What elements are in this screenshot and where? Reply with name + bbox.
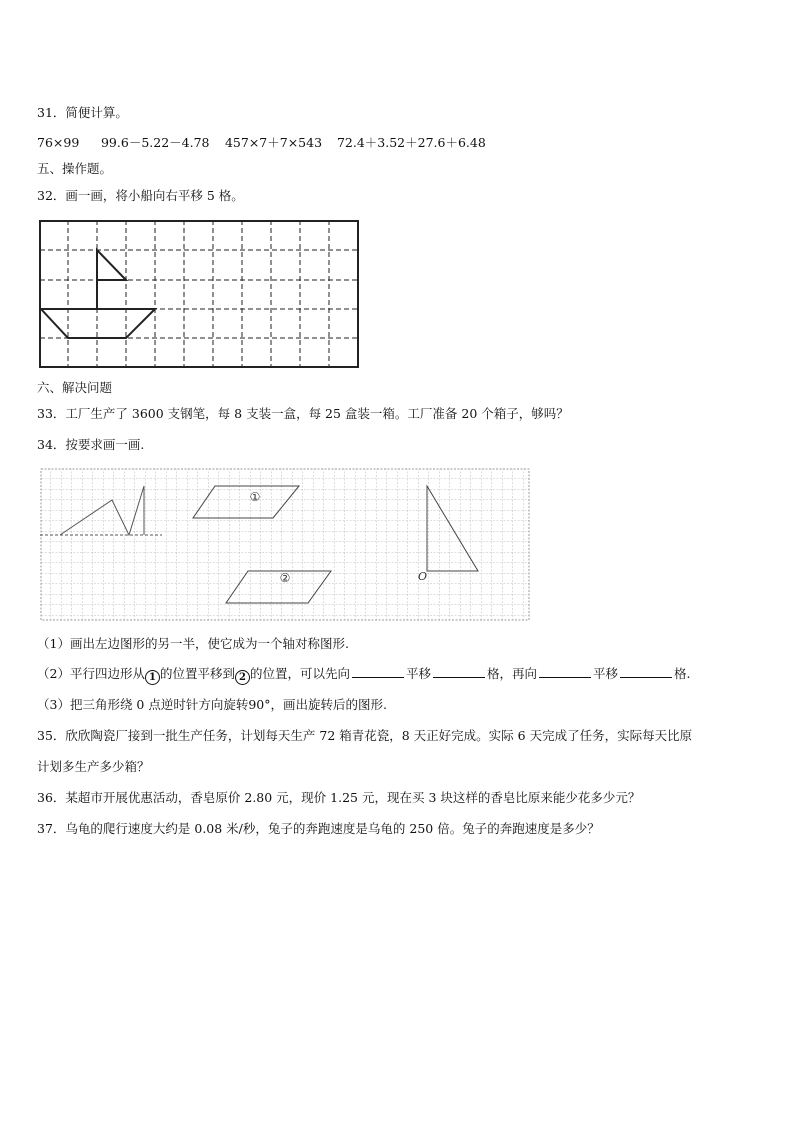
boat-hull (41, 309, 155, 338)
boat-grid-border (40, 221, 358, 367)
sub2-text-e: 格，再向 (487, 666, 538, 681)
sub2-text-b: 的位置平移到 (159, 666, 235, 681)
expression-1: 76×99 (37, 135, 80, 150)
boat-grid-lines (40, 220, 358, 367)
q31-title: 31．简便计算。 (37, 105, 128, 120)
boat-grid-figure (38, 220, 360, 369)
q34-sub1: （1）画出左边图形的另一半，使它成为一个轴对称图形. (37, 636, 349, 651)
section-5-heading: 五、操作题。 (37, 161, 113, 176)
q35-line1: 35．欣欣陶瓷厂接到一批生产任务，计划每天生产 72 箱青花瓷，8 天正好完成。实际 6 天完成了任务，实际每天比原 (37, 728, 693, 743)
q36-text: 36．某超市开展优惠活动，香皂原价 2.80 元，现价 1.25 元，现在买 3 块这样的香皂比原来能少花多少元？ (37, 790, 641, 805)
q34-title: 34．按要求画一画. (37, 437, 145, 452)
expression-4: 72.4＋3.52＋27.6＋6.48 (336, 135, 486, 150)
q32-title: 32．画一画，将小船向右平移 5 格。 (37, 188, 244, 203)
sub2-text-f: 平移 (593, 666, 619, 681)
q34-sub2 (37, 666, 691, 685)
blank-direction-1[interactable] (352, 667, 404, 678)
sub2-text-a: （2）平行四边形从 (37, 666, 145, 681)
sub2-text-c: 的位置，可以先向 (249, 666, 350, 681)
sub2-text-g: 格. (674, 666, 691, 681)
blank-direction-2[interactable] (539, 667, 591, 678)
q35-line2: 计划多生产多少箱？ (37, 759, 150, 774)
expression-3: 457×7＋7×543 (224, 135, 323, 150)
expression-2: 99.6－5.22－4.78 (100, 135, 210, 150)
q34-grid (41, 469, 529, 620)
q31-expressions (37, 135, 486, 151)
sub2-text-d: 平移 (406, 666, 432, 681)
q37-text: 37．乌龟的爬行速度大约是 0.08 米/秒，兔子的奔跑速度是乌龟的 250 倍。兔子的奔跑速度是多少？ (37, 821, 600, 836)
point-o-label: O (418, 570, 428, 583)
boat-sail (97, 250, 126, 280)
q34-grid-figure (40, 468, 532, 624)
parallelogram-2-label: ② (279, 571, 291, 585)
q34-sub3: （3）把三角形绕 0 点逆时针方向旋转90°，画出旋转后的图形. (37, 697, 387, 712)
parallelogram-1-label: ① (249, 490, 261, 504)
circle-2-icon: 2 (235, 670, 250, 685)
blank-steps-2[interactable] (620, 667, 672, 678)
circle-1-icon: 1 (145, 670, 160, 685)
section-6-heading: 六、解决问题 (37, 380, 113, 395)
q33-text: 33．工厂生产了 3600 支钢笔，每 8 支装一盒，每 25 盒装一箱。工厂准备 20 个箱子，够吗？ (37, 406, 569, 421)
blank-steps-1[interactable] (433, 667, 485, 678)
boat-shape (41, 250, 155, 338)
